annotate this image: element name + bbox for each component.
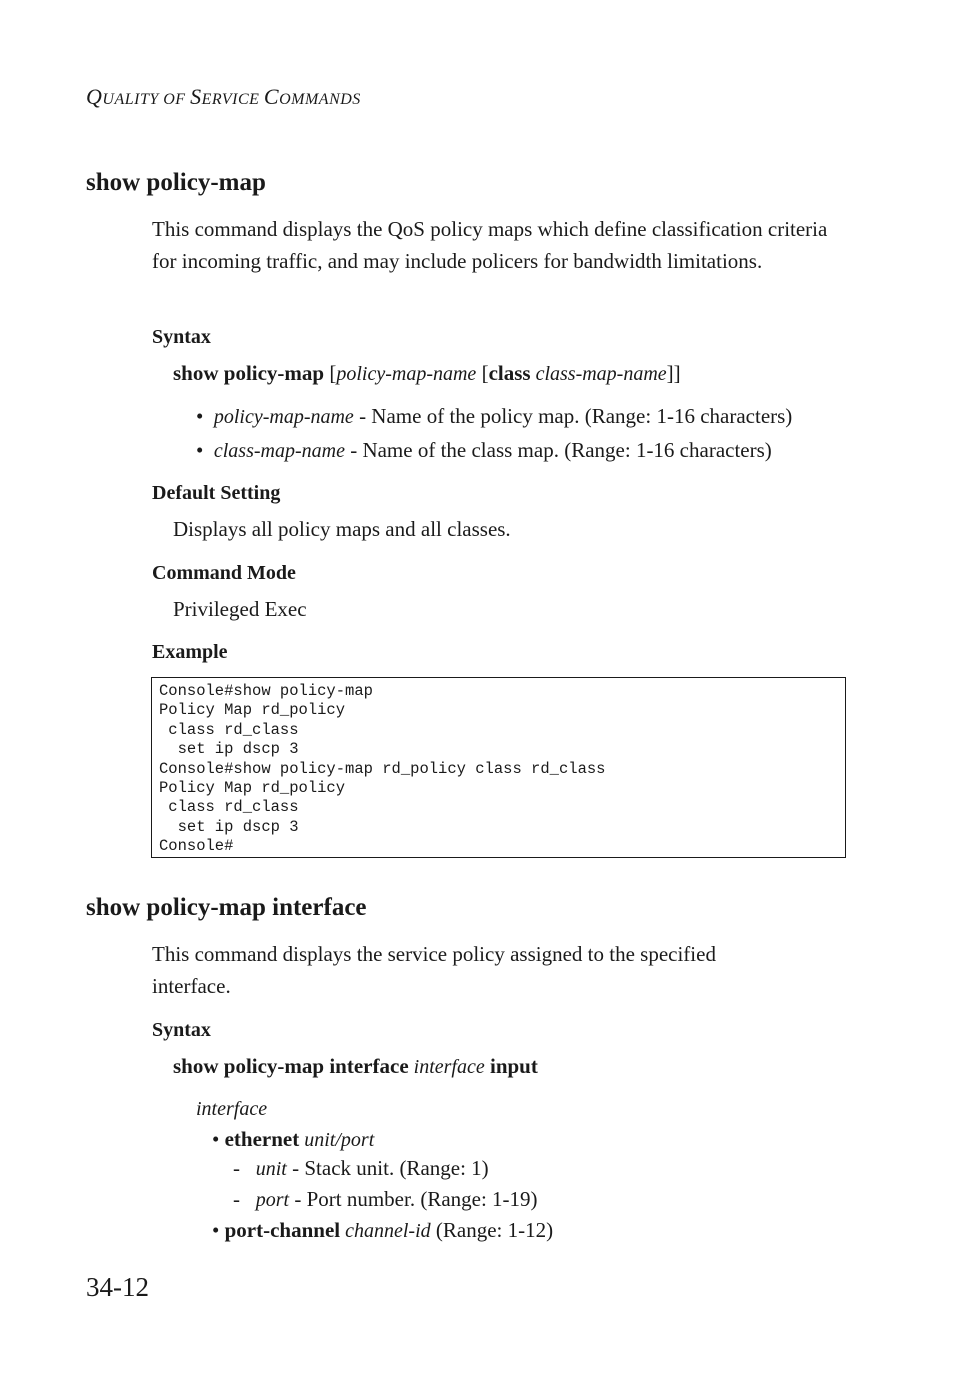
option-ethernet: • ethernet unit/port — [212, 1127, 375, 1151]
section-title-show-policy-map-interface: show policy-map interface — [86, 894, 367, 921]
command-mode-heading: Command Mode — [152, 562, 296, 584]
example-heading: Example — [152, 641, 228, 663]
param-name-interface: interface — [196, 1098, 268, 1120]
syntax-line: show policy-map [policy-map-name [class class-map-name]] — [173, 361, 681, 385]
example-code-box — [151, 677, 846, 858]
example-code: Console#show policy-map Policy Map rd_policy class rd_class set ip dscp 3 Console#show policy-map rd_policy class rd_class Policy Map rd_policy class rd_class set ip dscp 3 Console# — [159, 682, 606, 856]
syntax-heading: Syntax — [152, 1019, 211, 1041]
sub-option-port: - port - Port number. (Range: 1-19) — [233, 1187, 538, 1211]
param-item: • class-map-name - Name of the class map. (Range: 1-16 characters) — [196, 438, 772, 462]
syntax-heading: Syntax — [152, 326, 211, 348]
command-mode-text: Privileged Exec — [173, 597, 307, 621]
page-number: 34-12 — [86, 1272, 149, 1302]
sub-option-unit: - unit - Stack unit. (Range: 1) — [233, 1156, 489, 1180]
section-title-show-policy-map: show policy-map — [86, 169, 266, 196]
syntax-line: show policy-map interface interface input — [173, 1054, 538, 1078]
default-setting-heading: Default Setting — [152, 482, 281, 504]
section1-description: This command displays the QoS policy maps which define classification criteria for incoming traffic, and may include policers for bandwidth limitations. — [152, 217, 828, 273]
default-setting-text: Displays all policy maps and all classes. — [173, 517, 511, 541]
running-head: QUALITY OF SERVICE COMMANDS — [86, 84, 361, 109]
option-port-channel: • port-channel channel-id (Range: 1-12) — [212, 1218, 554, 1242]
section2-description: This command displays the service policy assigned to the specified interface. — [152, 942, 716, 998]
param-item: • policy-map-name - Name of the policy map. (Range: 1-16 characters) — [196, 404, 793, 428]
